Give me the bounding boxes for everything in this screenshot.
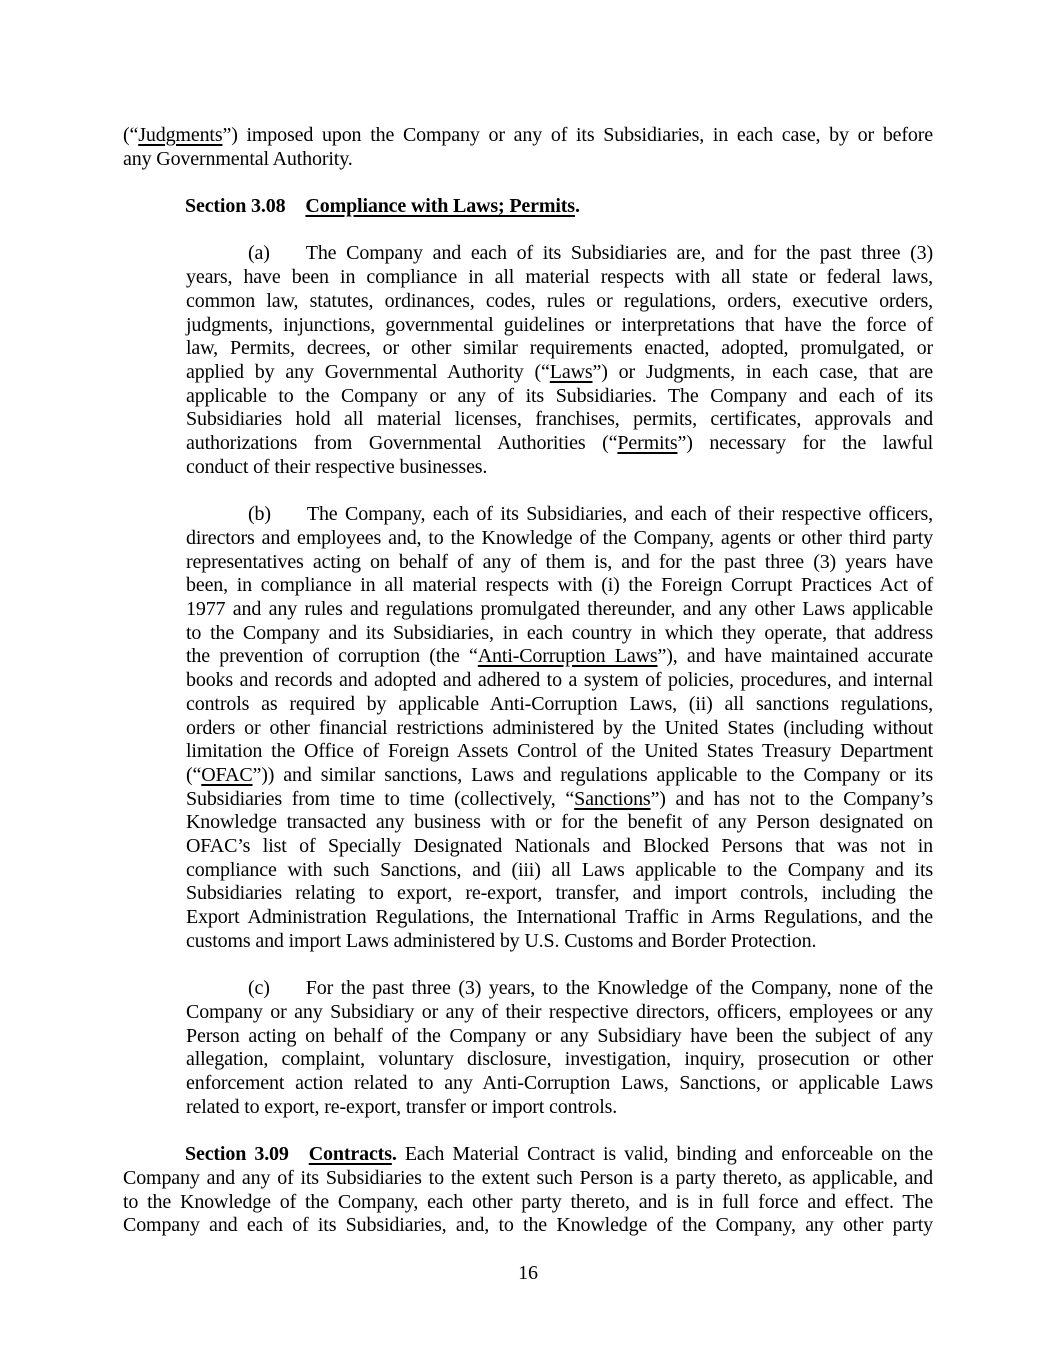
text-line <box>186 906 933 930</box>
text-line <box>123 1167 933 1191</box>
text-run: The Company, each of its Subsidiaries, and each of their respective officers, <box>306 503 933 526</box>
text-line <box>186 551 933 575</box>
intro-paragraph <box>123 124 933 171</box>
text-line <box>186 574 933 598</box>
text-run: ”) necessary for the lawful <box>677 432 933 455</box>
text-run: 1977 and any rules and regulations promulgated thereunder, and any other Laws applicable <box>186 598 933 621</box>
text-run: representatives acting on behalf of any of them is, and for the past three (3) years have <box>186 550 933 573</box>
text-line <box>186 290 933 314</box>
text-run: directors and employees and, to the Knowledge of the Company, agents or other third party <box>186 526 933 549</box>
document-blocks <box>123 124 933 1238</box>
text-line <box>186 977 933 1001</box>
paragraph-a <box>123 242 933 479</box>
defined-term-permits: Permits <box>617 432 678 455</box>
text-run: years, have been in compliance in all material respects with all state or federal laws, <box>186 266 933 289</box>
section-number: Section 3.09 <box>185 1143 289 1166</box>
text-run: applied by any Governmental Authority (“ <box>186 361 550 383</box>
text-run: ”), and have maintained accurate <box>657 645 934 668</box>
text-line <box>186 598 933 622</box>
text-run: books and records and adopted and adhered to a system of policies, procedures, and internal <box>186 669 933 692</box>
text-run: the prevention of corruption (the “ <box>186 645 478 668</box>
text-run: related to export, re-export, transfer or import controls. <box>186 1095 618 1118</box>
text-line <box>186 859 933 883</box>
text-run: The Company and each of its Subsidiaries are, and for the past three (3) <box>305 242 933 265</box>
text-line <box>186 930 933 954</box>
text-line <box>123 148 933 172</box>
text-line <box>186 266 933 290</box>
tab-space <box>270 258 306 259</box>
tab-space <box>289 1159 309 1160</box>
text-line <box>186 882 933 906</box>
text-line <box>186 385 933 409</box>
text-run: Subsidiaries from time to time (collectively, “ <box>186 787 575 810</box>
text-line <box>186 337 933 361</box>
text-line <box>123 124 933 148</box>
text-run: limitation the Office of Foreign Assets Control of the United States Treasury Department <box>186 740 933 763</box>
text-line <box>186 503 933 527</box>
defined-term-judgments: Judgments <box>138 124 223 146</box>
section-number: Section 3.08 <box>185 195 286 218</box>
text-line <box>186 669 933 693</box>
text-run: allegation, complaint, voluntary disclosure, investigation, inquiry, prosecution or other <box>186 1048 933 1071</box>
text-run: Company or any Subsidiary or any of their respective directors, officers, employees or any <box>186 1000 933 1023</box>
text-line <box>123 195 933 219</box>
text-line <box>186 764 933 788</box>
defined-term-ofac: OFAC <box>201 763 253 786</box>
text-run: common law, statutes, ordinances, codes, rules or regulations, orders, executive orders, <box>186 289 933 312</box>
text-run: ”)) and similar sanctions, Laws and regulations applicable to the Company or its <box>252 763 933 786</box>
text-run: Subsidiaries relating to export, re-export, transfer, and import controls, including the <box>186 882 933 905</box>
section-3-08-heading <box>123 195 933 219</box>
text-line <box>186 361 933 385</box>
text-line <box>186 314 933 338</box>
text-run: Each Material Contract is valid, binding and enforceable on the <box>396 1143 933 1166</box>
text-line <box>186 693 933 717</box>
text-run: (“ <box>186 763 202 786</box>
text-run: Export Administration Regulations, the International Traffic in Arms Regulations, and the <box>186 906 933 929</box>
text-run: to the Company and its Subsidiaries, in each country in which they operate, that address <box>186 621 933 644</box>
text-run: enforcement action related to any Anti-Corruption Laws, Sanctions, or applicable Laws <box>186 1072 933 1095</box>
text-line <box>186 408 933 432</box>
text-run: (“ <box>123 124 139 146</box>
text-line <box>186 1072 933 1096</box>
defined-term-anti-corruption-laws: Anti-Corruption Laws <box>477 645 658 668</box>
text-line <box>186 811 933 835</box>
list-marker-a: (a) <box>248 242 270 265</box>
text-line <box>186 645 933 669</box>
text-line <box>186 527 933 551</box>
text-run: OFAC’s list of Specially Designated Nationals and Blocked Persons that was not in <box>186 835 933 858</box>
text-line <box>186 622 933 646</box>
paragraph-c <box>123 977 933 1119</box>
text-run: . <box>391 1143 397 1166</box>
defined-term-sanctions: Sanctions <box>574 787 651 810</box>
text-line <box>186 835 933 859</box>
text-line <box>186 717 933 741</box>
text-line <box>186 788 933 812</box>
defined-term-laws: Laws <box>549 361 593 383</box>
text-line <box>123 1143 933 1167</box>
tab-space <box>285 211 305 212</box>
list-marker-b: (b) <box>248 503 271 526</box>
text-run: Company and any of its Subsidiaries to the extent such Person is a party thereto, as applicable, and <box>123 1166 933 1189</box>
text-run: orders or other financial restrictions administered by the United States (including without <box>186 716 933 739</box>
page-number: 16 <box>518 1261 538 1284</box>
text-run: controls as required by applicable Anti-Corruption Laws, (ii) all sanctions regulations, <box>186 692 933 715</box>
text-line <box>123 1191 933 1215</box>
text-run: applicable to the Company or any of its Subsidiaries. The Company and each of its <box>186 384 933 407</box>
text-line <box>186 1048 933 1072</box>
paragraph-b <box>123 503 933 953</box>
text-line <box>123 1214 933 1238</box>
text-run: been, in compliance in all material respects with (i) the Foreign Corrupt Practices Act of <box>186 574 933 597</box>
text-run: . <box>574 195 580 218</box>
tab-space <box>270 993 306 994</box>
text-run: ”) imposed upon the Company or any of its Subsidiaries, in each case, by or before <box>222 124 933 146</box>
text-run: any Governmental Authority. <box>123 147 353 170</box>
text-run: Person acting on behalf of the Company or any Subsidiary have been the subject of any <box>186 1024 933 1047</box>
tab-space <box>271 519 307 520</box>
section-title: Contracts <box>308 1143 392 1166</box>
text-run: authorizations from Governmental Authorities (“ <box>186 432 618 455</box>
text-run: For the past three (3) years, to the Knowledge of the Company, none of the <box>305 977 933 1000</box>
list-marker-c: (c) <box>248 977 270 1000</box>
section-3-09-paragraph <box>123 1143 933 1238</box>
text-run: compliance with such Sanctions, and (iii) all Laws applicable to the Company and its <box>186 858 933 881</box>
text-run: Knowledge transacted any business with or for the benefit of any Person designated on <box>186 811 933 834</box>
text-line <box>186 1025 933 1049</box>
text-run: law, Permits, decrees, or other similar requirements enacted, adopted, promulgated, or <box>186 337 933 360</box>
text-run: to the Knowledge of the Company, each other party thereto, and is in full force and effect. The <box>123 1190 933 1213</box>
text-line <box>186 1096 933 1120</box>
text-line <box>186 432 933 456</box>
text-run: ”) or Judgments, in each case, that are <box>592 361 933 383</box>
section-title: Compliance with Laws; Permits <box>305 195 575 218</box>
text-line <box>186 456 933 480</box>
text-run: judgments, injunctions, governmental guidelines or interpretations that have the force of <box>186 313 933 336</box>
text-run: Company and each of its Subsidiaries, and, to the Knowledge of the Company, any other party <box>123 1214 933 1237</box>
text-run: conduct of their respective businesses. <box>186 455 488 478</box>
text-run: Subsidiaries hold all material licenses, franchises, permits, certificates, approvals and <box>186 408 933 431</box>
text-run: ”) and has not to the Company’s <box>650 787 933 810</box>
text-line <box>186 740 933 764</box>
text-line <box>186 1001 933 1025</box>
text-line <box>186 242 933 266</box>
text-run: customs and import Laws administered by U.S. Customs and Border Protection. <box>186 929 817 952</box>
